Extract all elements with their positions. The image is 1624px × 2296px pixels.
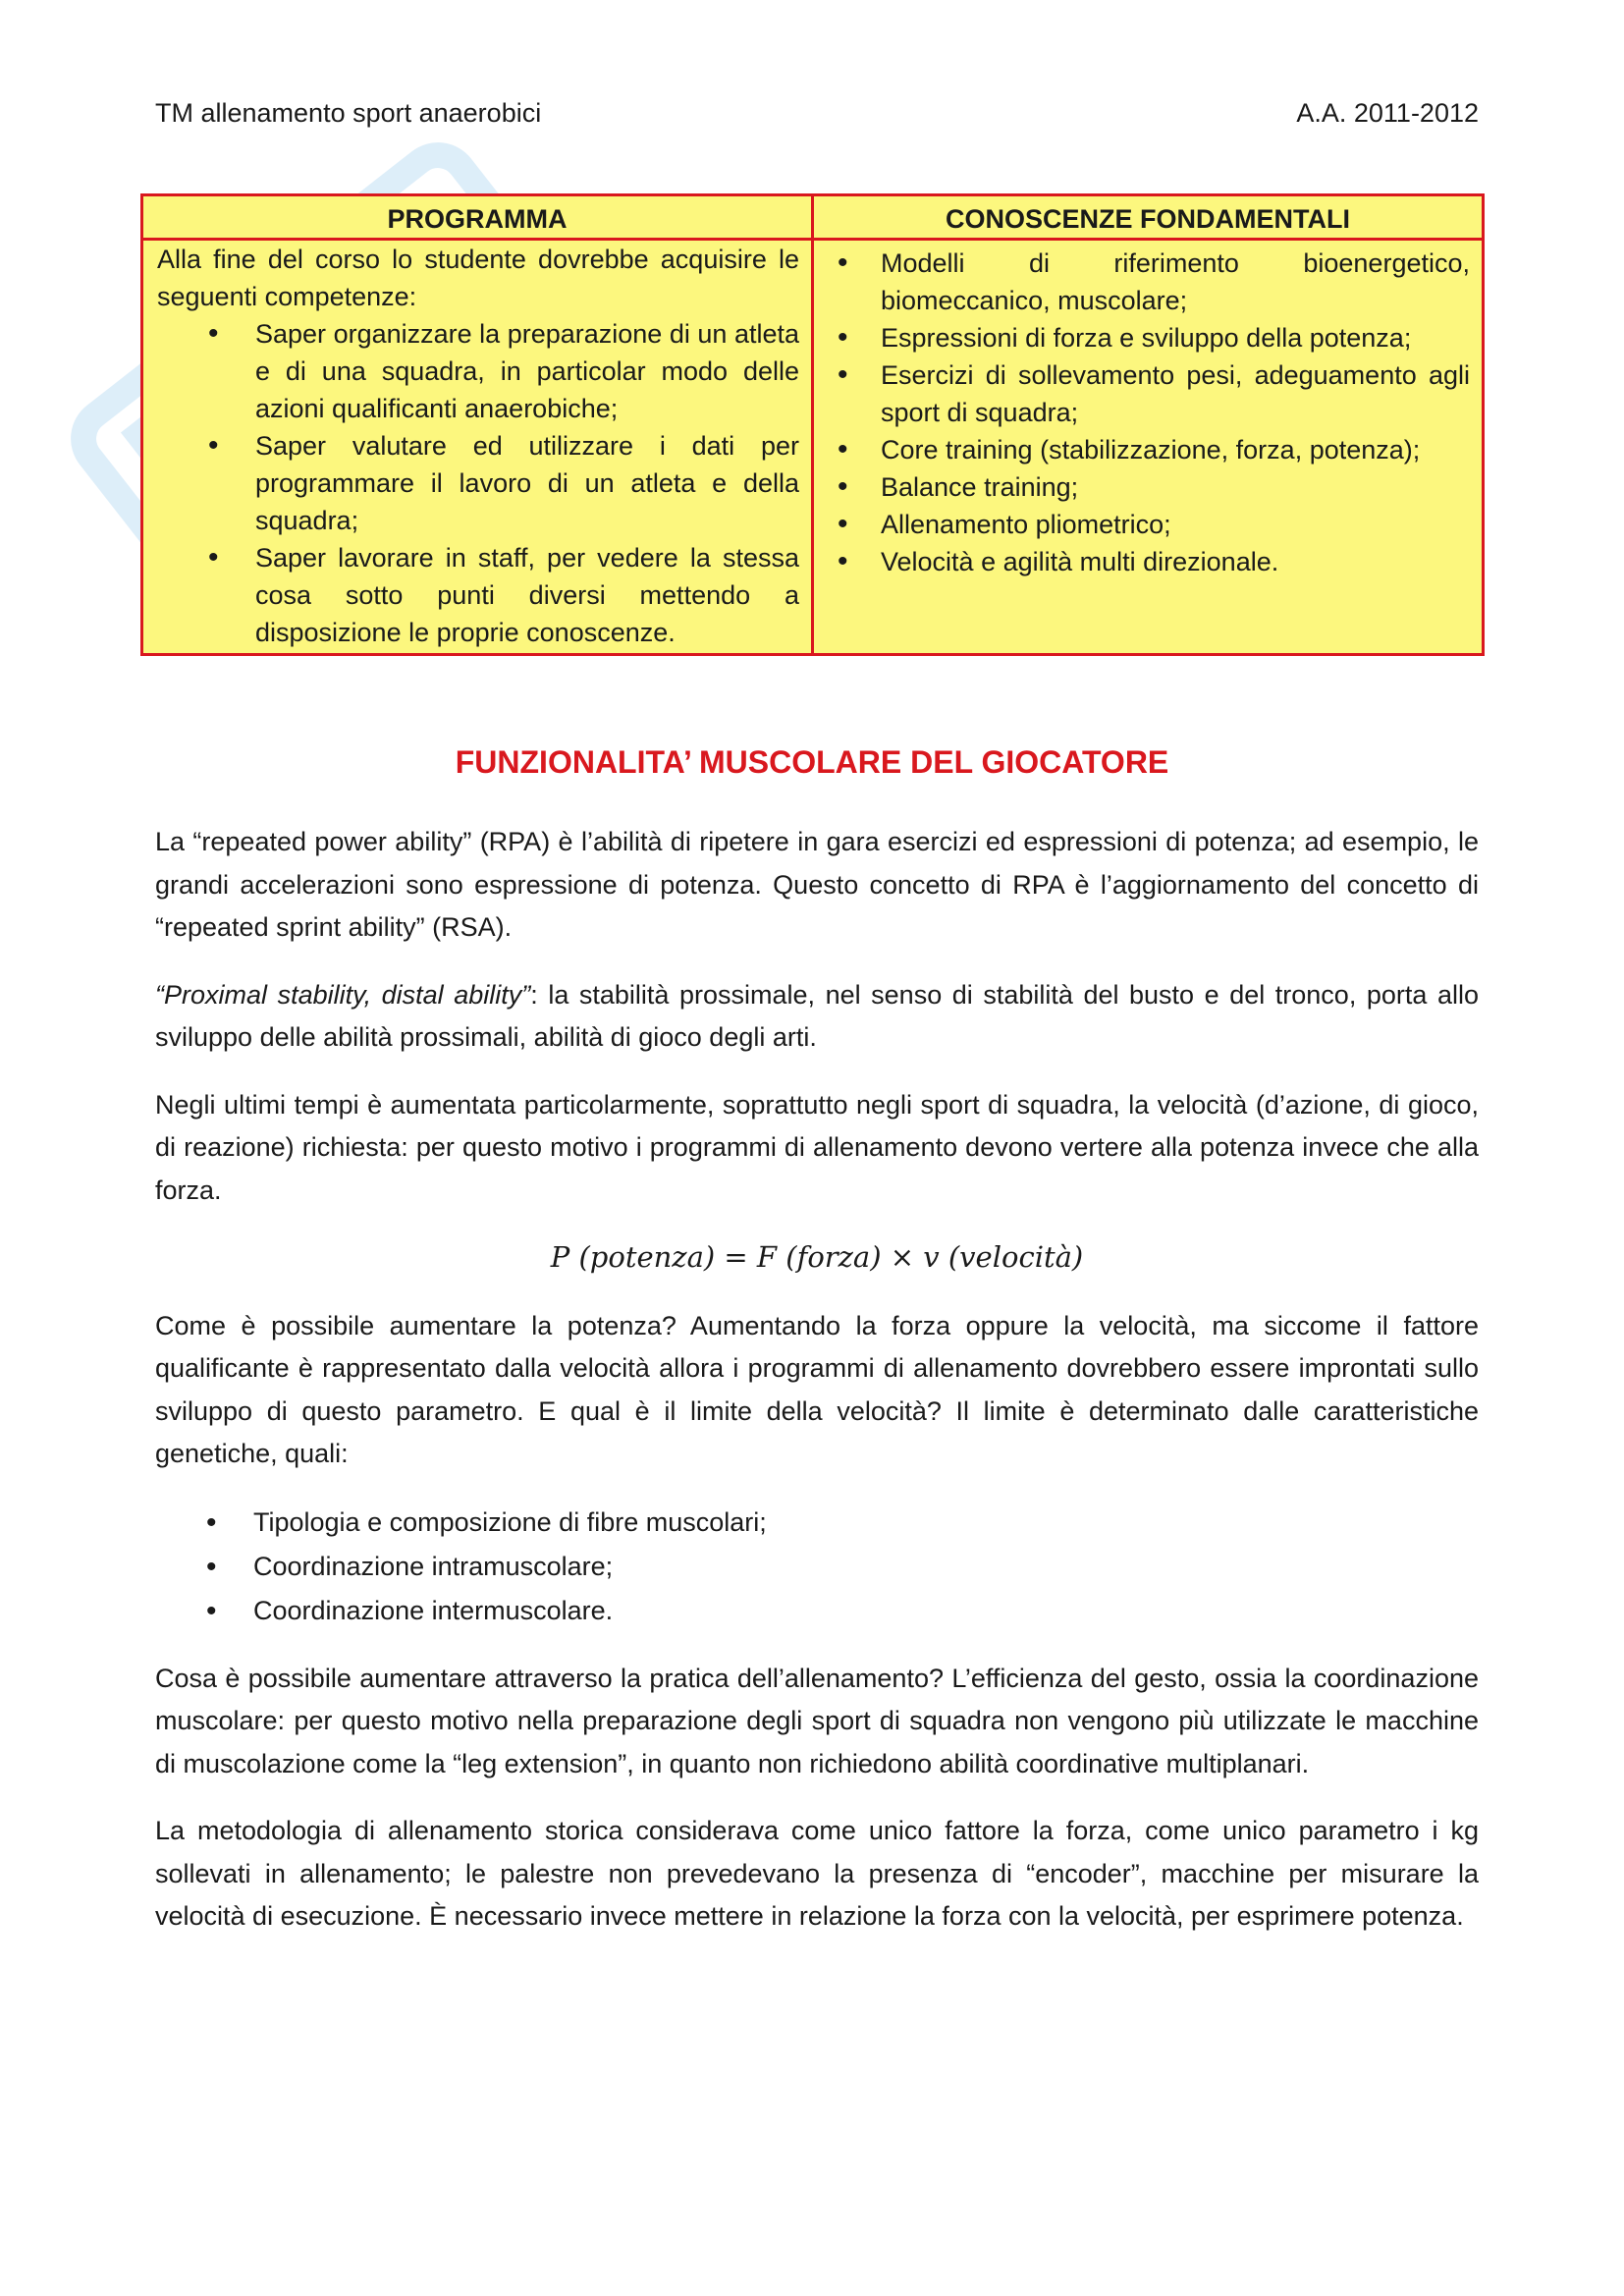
section-title: FUNZIONALITA’ MUSCOLARE DEL GIOCATORE <box>455 744 1169 780</box>
program-list-item: • Saper organizzare la preparazione di un atleta e di una squadra, in particolar modo delle azioni qualificanti anaerobiche; <box>157 315 799 427</box>
program-list-item: • Saper valutare ed utilizzare i dati per programmare il lavoro di un atleta e della squadra; <box>157 427 799 539</box>
proximal-stability-quote: “Proximal stability, distal ability” <box>155 979 531 1010</box>
paragraph-historical-methodology: La metodologia di allenamento storica considerava come unico fattore la forza, come unico parametro i kg sollevati in allenamento; le palestre non prevedevano la presenza di “encoder”, macchine per misurare la velocità di esecuzione. È necessario invece mettere in relazione la forza con la velocità, per esprimere potenza. <box>155 1816 1479 1931</box>
program-table-header-row <box>142 195 1484 240</box>
knowledge-list-item: • Modelli di riferimento bioenergetico, biomeccanico, muscolare; <box>828 245 1470 319</box>
program-table <box>140 193 1485 656</box>
program-column-title: PROGRAMMA <box>142 195 813 240</box>
paragraph-increase-power: Come è possibile aumentare la potenza? Aumentando la forza oppure la velocità, ma siccome il fattore qualificante è rappresentato dalla velocità allora i programmi di allenamento dovrebbero essere improntati sullo sviluppo di questo parametro. E qual è il limite della velocità? Il limite è determinato dalle caratteristiche genetiche, quali: <box>155 1310 1479 1468</box>
paragraph-training-efficiency: Cosa è possibile aumentare attraverso la pratica dell’allenamento? L’efficienza del gesto, ossia la coordinazione muscolare: per questo motivo nella preparazione degli sport di squadra non vengono più utilizzate le macchine di muscolazione come la “leg extension”, in quanto non richiedono abilità coordinative multiplanari. <box>155 1663 1479 1778</box>
program-cell <box>142 240 813 655</box>
knowledge-list-item: • Balance training; <box>828 468 1470 506</box>
body-text <box>155 821 1479 1963</box>
program-intro: Alla fine del corso lo studente dovrebbe acquisire le seguenti competenze: <box>157 245 799 311</box>
genetic-factor-item: • Coordinazione intramuscolare; <box>155 1545 1479 1589</box>
paragraph-speed-demand: Negli ultimi tempi è aumentata particolarmente, soprattutto negli sport di squadra, la velocità (d’azione, di gioco, di reazione) richiesta: per questo motivo i programmi di allenamento devono vertere alla potenza invece che alla forza. <box>155 1089 1479 1205</box>
knowledge-list-item: • Allenamento pliometrico; <box>828 506 1470 543</box>
genetic-factors-list <box>155 1501 1479 1633</box>
paragraph-proximal-stability <box>155 974 1479 1060</box>
program-table-body-row <box>142 240 1484 655</box>
header-course-title: TM allenamento sport anaerobici <box>155 98 542 128</box>
knowledge-list-item: • Velocità e agilità multi direzionale. <box>828 543 1470 580</box>
knowledge-cell <box>813 240 1484 655</box>
knowledge-list <box>828 245 1470 580</box>
power-formula: P (potenza) = F (forza) × v (velocità) <box>550 1240 1084 1274</box>
genetic-factor-item: • Coordinazione intermuscolare. <box>155 1589 1479 1633</box>
knowledge-list-item: • Espressioni di forza e sviluppo della potenza; <box>828 319 1470 356</box>
header-academic-year: A.A. 2011-2012 <box>1296 98 1479 128</box>
proximal-stability-text: : la stabilità prossimale, nel senso di stabilità del busto e del tronco, porta allo sviluppo delle abilità prossimali, abilità di gioco degli arti. <box>155 979 1479 1052</box>
page-header <box>155 98 1479 137</box>
program-list-item: • Saper lavorare in staff, per vedere la stessa cosa sotto punti diversi mettendo a disposizione le proprie conoscenze. <box>157 539 799 651</box>
knowledge-list-item: • Esercizi di sollevamento pesi, adeguamento agli sport di squadra; <box>828 356 1470 431</box>
paragraph-rpa: La “repeated power ability” (RPA) è l’abilità di ripetere in gara esercizi ed espressioni di potenza; ad esempio, le grandi accelerazioni sono espressione di potenza. Questo concetto di RPA è l’aggiornamento del concetto di “repeated sprint ability” (RSA). <box>155 827 1479 942</box>
program-list <box>157 315 799 651</box>
knowledge-column-title: CONOSCENZE FONDAMENTALI <box>813 195 1484 240</box>
knowledge-list-item: • Core training (stabilizzazione, forza, potenza); <box>828 431 1470 468</box>
genetic-factor-item: • Tipologia e composizione di fibre muscolari; <box>155 1501 1479 1545</box>
